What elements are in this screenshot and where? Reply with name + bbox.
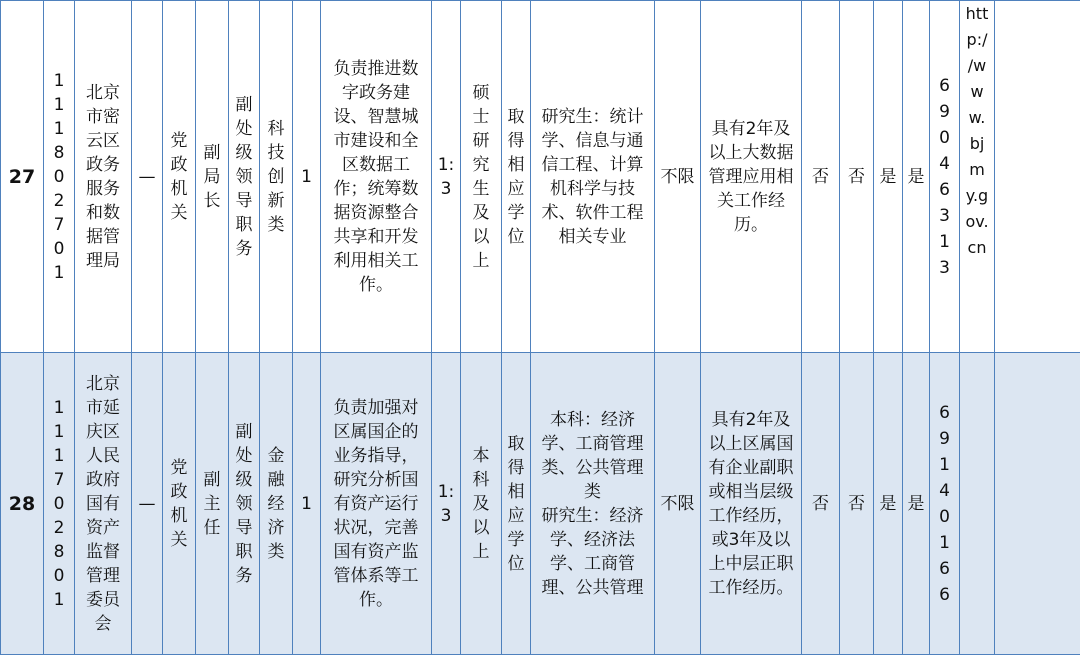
employer-unit: 北京市密云区政务服务和数据管理局 bbox=[75, 1, 132, 353]
position-category: 科技创新类 bbox=[260, 1, 293, 353]
job-duties: 负责加强对区属国企的业务指导，研究分析国有资产运行状况，完善国有资产监管体系等工作。 bbox=[321, 353, 432, 655]
degree-requirement: 取得相应学位 bbox=[502, 1, 531, 353]
position-level: 副处级领导职务 bbox=[229, 1, 260, 353]
age-requirement: 不限 bbox=[655, 353, 701, 655]
dash-cell: — bbox=[132, 1, 163, 353]
position-code: 1117028 01 bbox=[44, 353, 75, 655]
interview-ratio: 1:3 bbox=[432, 353, 461, 655]
note-cell bbox=[995, 353, 1080, 655]
website-cell bbox=[960, 353, 995, 655]
flag-cell: 否 bbox=[840, 1, 874, 353]
seq-number: 27 bbox=[1, 1, 44, 353]
employer-unit: 北京市延庆区人民政府国有资产监督管理委员会 bbox=[75, 353, 132, 655]
dash-cell: — bbox=[132, 353, 163, 655]
hire-count: 1 bbox=[293, 1, 321, 353]
position-name: 副主任 bbox=[196, 353, 229, 655]
flag-cell: 否 bbox=[840, 353, 874, 655]
org-type: 党政机关 bbox=[163, 353, 196, 655]
position-category: 金融经济类 bbox=[260, 353, 293, 655]
job-duties: 负责推进数字政务建设、智慧城市建设和全区数据工作；统筹数据资源整合共享和开发利用相关工作。 bbox=[321, 1, 432, 353]
experience-requirement: 具有2年及以上区属国有企业副职或相当层级工作经历，或3年及以上中层正职工作经历。 bbox=[701, 353, 802, 655]
flag-cell: 否 bbox=[802, 353, 840, 655]
position-level: 副处级领导职务 bbox=[229, 353, 260, 655]
flag-cell: 否 bbox=[802, 1, 840, 353]
hire-count: 1 bbox=[293, 353, 321, 655]
flag-cell: 是 bbox=[903, 1, 930, 353]
position-code: 1118027 01 bbox=[44, 1, 75, 353]
major-requirement: 本科：经济学、工商管理类、公共管理类 研究生：经济学、经济法学、工商管理、公共管理 bbox=[531, 353, 655, 655]
flag-cell: 是 bbox=[874, 353, 903, 655]
education-requirement: 本科及以上 bbox=[461, 353, 502, 655]
contact-phone: 69140166 bbox=[930, 353, 960, 655]
experience-requirement: 具有2年及以上大数据管理应用相关工作经历。 bbox=[701, 1, 802, 353]
note-cell bbox=[995, 1, 1080, 353]
flag-cell: 是 bbox=[874, 1, 903, 353]
major-requirement: 研究生：统计学、信息与通信工程、计算机科学与技术、软件工程相关专业 bbox=[531, 1, 655, 353]
table-row bbox=[1, 1, 1080, 353]
interview-ratio: 1:3 bbox=[432, 1, 461, 353]
website-link[interactable]: http://www.bjmy.gov.cn bbox=[960, 1, 995, 353]
table-row bbox=[1, 353, 1080, 655]
contact-phone: 69046313 bbox=[930, 1, 960, 353]
degree-requirement: 取得相应学位 bbox=[502, 353, 531, 655]
seq-number: 28 bbox=[1, 353, 44, 655]
flag-cell: 是 bbox=[903, 353, 930, 655]
position-name: 副局长 bbox=[196, 1, 229, 353]
education-requirement: 硕士研究生及以上 bbox=[461, 1, 502, 353]
age-requirement: 不限 bbox=[655, 1, 701, 353]
org-type: 党政机关 bbox=[163, 1, 196, 353]
